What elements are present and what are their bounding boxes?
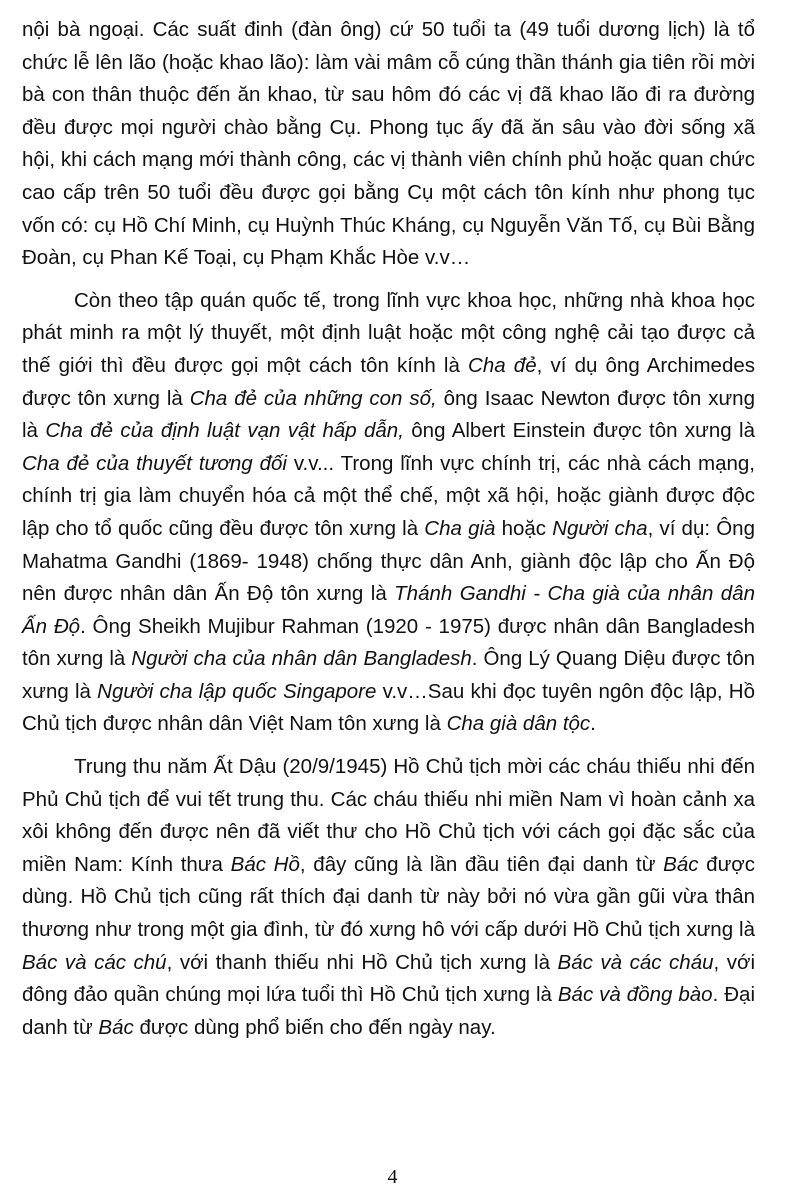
paragraph xyxy=(22,285,755,741)
italic-text-run: Bác Hồ xyxy=(230,852,300,876)
text-run: được dùng. Hồ Chủ tịch cũng rất thích đại danh từ này bởi nó vừa gần gũi vừa thân thương như trong một gia đình, từ đó xưng hô với cấp dưới Hồ Chủ tịch xưng là xyxy=(22,852,755,942)
text-run: được dùng phổ biến cho đến ngày nay. xyxy=(133,1015,496,1039)
italic-text-run: Người cha lập quốc Singapore xyxy=(97,679,377,703)
text-run: Còn theo tập quán quốc tế, trong lĩnh vực khoa học, những nhà khoa học phát minh ra một lý thuyết, một định luật hoặc một công nghệ cải tạo được cả thế giới thì đều được gọi một cách tôn kính là xyxy=(22,288,755,377)
text-run: , ví dụ: Ông Mahatma Gandhi (1869- 1948) chống thực dân Anh, giành độc lập cho Ấn Độ nên được nhân dân Ấn Độ tôn xưng là xyxy=(22,516,755,606)
text-run: ông Albert Einstein được tôn xưng là xyxy=(403,419,755,443)
text-run: hoặc xyxy=(495,516,553,540)
italic-text-run: Bác xyxy=(98,1015,134,1039)
text-run: , với thanh thiếu nhi Hồ Chủ tịch xưng là xyxy=(166,950,558,974)
italic-text-run: Bác và các cháu xyxy=(557,950,714,974)
italic-text-run: Cha già xyxy=(424,516,496,540)
italic-text-run: Cha đẻ của định luật vạn vật hấp dẫn, xyxy=(45,419,404,443)
text-run: . Đại danh từ xyxy=(22,983,756,1039)
document-body xyxy=(22,14,755,1044)
italic-text-run: Cha già dân tộc xyxy=(446,712,591,736)
italic-text-run: Bác xyxy=(663,852,699,876)
text-run: ông Isaac Newton được tôn xưng là xyxy=(22,386,755,443)
text-run: Trung thu năm Ất Dậu (20/9/1945) Hồ Chủ tịch mời các cháu thiếu nhi đến Phủ Chủ tịch để vui tết trung thu. Các cháu thiếu nhi miền Nam vì hoàn cảnh xa xôi không đến được nên đã viết thư cho Hồ Chủ tịch với cách gọi đặc sắc của miền Nam: Kính thưa xyxy=(22,755,755,876)
text-run: , với đông đảo quần chúng mọi lứa tuổi thì Hồ Chủ tịch xưng là xyxy=(22,950,756,1007)
paragraph xyxy=(22,14,755,275)
text-run: . xyxy=(590,712,596,736)
italic-text-run: Bác và đồng bào xyxy=(557,983,713,1007)
text-run: v.v... Trong lĩnh vực chính trị, các nhà cách mạng, chính trị gia làm chuyển hóa cả một thể chế, một xã hội, hoặc giành được độc lập cho tổ quốc cũng đều được tôn xưng là xyxy=(22,451,755,540)
text-run: . Ông Sheikh Mujibur Rahman (1920 - 1975) được nhân dân Bangladesh tôn xưng là xyxy=(22,614,755,671)
italic-text-run: Thánh Gandhi - Cha già của nhân dân Ấn Độ xyxy=(22,582,755,638)
text-run: nội bà ngoại. Các suất đinh (đàn ông) cứ 50 tuổi ta (49 tuổi dương lịch) là tổ chức lễ lên lão (hoặc khao lão): làm vài mâm cỗ cúng thần thánh gia tiên rồi mời bà con thân thuộc đến ăn khao, từ sau hôm đó các vị đã khao lão đi ra đường đều được mọi người chào bằng Cụ. Phong tục ấy đã ăn sâu vào đời sống xã hội, khi cách mạng mới thành công, các vị thành viên chính phủ hoặc quan chức cao cấp trên 50 tuổi đều được gọi bằng Cụ một cách tôn kính như phong tục vốn có: cụ Hồ Chí Minh, cụ Huỳnh Thúc Kháng, cụ Nguyễn Văn Tố, cụ Bùi Bằng Đoàn, cụ Phan Kế Toại, cụ Phạm Khắc Hòe v.v… xyxy=(22,18,755,270)
paragraph xyxy=(22,751,755,1044)
italic-text-run: Cha đẻ của những con số, xyxy=(189,386,437,410)
text-run: v.v…Sau khi đọc tuyên ngôn độc lập, Hồ Chủ tịch được nhân dân Việt Nam tôn xưng là xyxy=(22,679,755,736)
italic-text-run: Người cha của nhân dân Bangladesh xyxy=(131,647,472,671)
page-number: 4 xyxy=(387,1166,398,1188)
italic-text-run: Bác và các chú xyxy=(22,950,167,974)
italic-text-run: Cha đẻ xyxy=(468,353,537,377)
text-run: , ví dụ ông Archimedes được tôn xưng là xyxy=(22,353,755,410)
italic-text-run: Cha đẻ của thuyết tương đối xyxy=(22,451,287,475)
text-run: , đây cũng là lần đầu tiên đại danh từ xyxy=(299,852,664,876)
italic-text-run: Người cha xyxy=(552,516,648,540)
text-run: . Ông Lý Quang Diệu được tôn xưng là xyxy=(22,647,755,703)
